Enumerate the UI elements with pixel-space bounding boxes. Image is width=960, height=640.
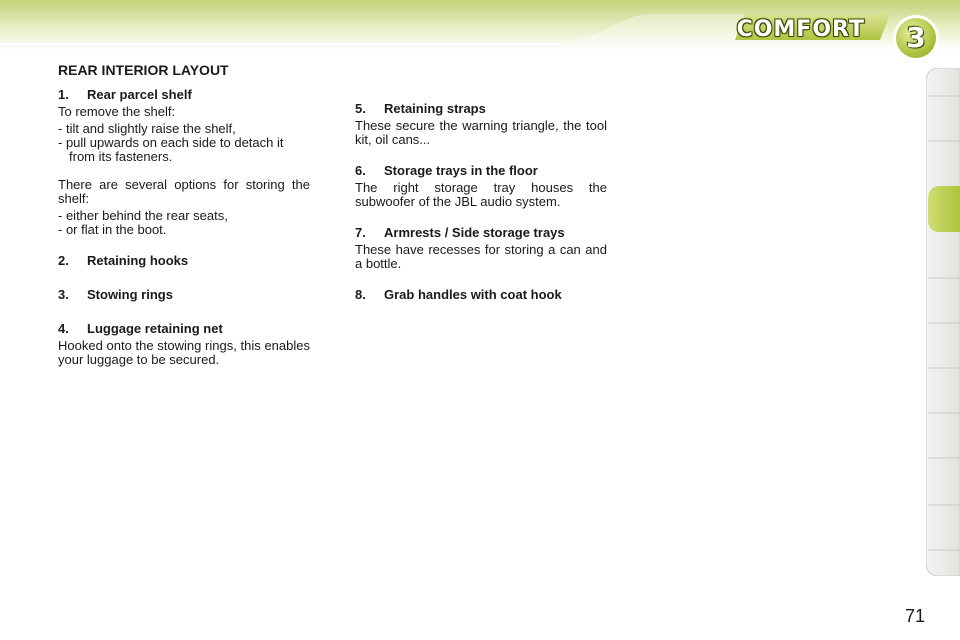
item-7-title: [355, 226, 607, 240]
item-6-label: Storage trays in the floor: [384, 163, 538, 178]
item-3-title: [58, 288, 310, 302]
item-7-label: Armrests / Side storage trays: [384, 225, 565, 240]
item-1-options-intro: There are several options for storing the shelf:: [58, 177, 310, 206]
list-item: - or flat in the boot.: [58, 223, 310, 237]
item-3-label: Stowing rings: [87, 287, 173, 302]
item-6-text: The right storage tray houses the subwoofer of the JBL audio system.: [355, 180, 607, 209]
item-1-intro: To remove the shelf:: [58, 104, 176, 119]
list-item: - tilt and slightly raise the shelf,: [58, 122, 310, 136]
item-5-text: These secure the warning triangle, the tool kit, oil cans...: [355, 118, 607, 147]
item-8-number: 8.: [355, 287, 366, 302]
item-4-text: Hooked onto the stowing rings, this enables your luggage to be secured.: [58, 338, 310, 367]
item-5-number: 5.: [355, 101, 366, 116]
section-heading: REAR INTERIOR LAYOUT: [58, 62, 229, 78]
list-item: - pull upwards on each side to detach it from its fasteners.: [58, 136, 310, 164]
item-4-label: Luggage retaining net: [87, 321, 223, 336]
chapter-number: 3: [906, 21, 926, 54]
item-2-title: [58, 254, 310, 268]
item-6-number: 6.: [355, 163, 366, 178]
item-1-number: 1.: [58, 87, 69, 102]
item-5-label: Retaining straps: [384, 101, 486, 116]
item-1-label: Rear parcel shelf: [87, 87, 192, 102]
item-1-title: [58, 88, 310, 102]
item-7-text: These have recesses for storing a can and a bottle.: [355, 242, 607, 271]
item-3-number: 3.: [58, 287, 69, 302]
item-6-title: [355, 164, 607, 178]
item-5-title: [355, 102, 607, 116]
item-4-number: 4.: [58, 321, 69, 336]
item-8-label: Grab handles with coat hook: [384, 287, 562, 302]
item-2-label: Retaining hooks: [87, 253, 189, 268]
item-2-number: 2.: [58, 253, 69, 268]
item-1-steps: [58, 122, 310, 164]
item-7-number: 7.: [355, 225, 366, 240]
right-column: [355, 102, 607, 305]
item-4-title: [58, 322, 310, 336]
page-number: 71: [905, 606, 926, 626]
list-item: - either behind the rear seats,: [58, 209, 310, 223]
item-8-title: [355, 288, 607, 302]
item-1-options: [58, 209, 310, 237]
chapter-tabs: [926, 68, 960, 576]
left-column: [58, 88, 310, 367]
chapter-title: COMFORT: [736, 17, 865, 42]
